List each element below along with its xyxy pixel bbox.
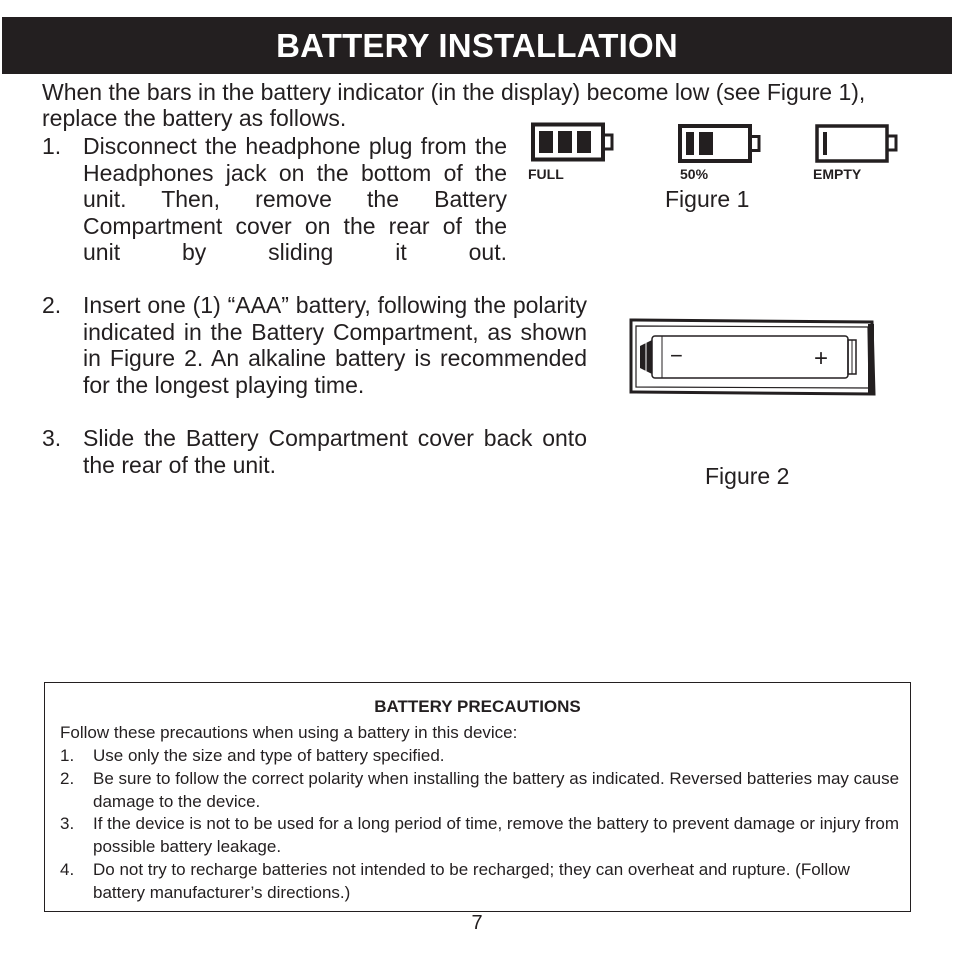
precaution-text: If the device is not to be used for a long period of time, remove the battery to prevent damage or injury from possible battery leakage. [93, 814, 900, 856]
battery-full-icon [533, 125, 612, 160]
plus-sign: + [814, 345, 829, 372]
minus-sign: − [670, 343, 683, 368]
page-number: 7 [471, 912, 483, 934]
precaution-text: Do not try to recharge batteries not intended to be recharged; they can overheat and rupture. (Follow battery manufacturer’s directions.) [93, 860, 850, 902]
battery-empty-icon [817, 126, 896, 161]
half-label: 50% [680, 166, 709, 182]
battery-compartment-icon [631, 320, 874, 394]
step-text: Disconnect the headphone plug from the Headphones jack on the bottom of the unit. Then, remove the Battery Compartment cover on the rear of the unit by sliding it out. [83, 133, 507, 265]
step-text: Slide the Battery Compartment cover back onto the rear of the unit. [83, 425, 587, 478]
step-text: Insert one (1) “AAA” battery, following the polarity indicated in the Battery Compartment, as shown in Figure 2. An alkaline battery is recommended for the longest playing time. [83, 292, 587, 398]
full-label: FULL [528, 166, 564, 182]
page-title: BATTERY INSTALLATION [2, 17, 952, 74]
precaution-number: 2. [60, 769, 75, 788]
precaution-number: 3. [60, 814, 75, 833]
figure-1-caption: Figure 1 [665, 186, 750, 212]
battery-indicators-figure [528, 122, 908, 164]
precautions-title: BATTERY PRECAUTIONS [374, 697, 581, 716]
step-number: 1. [42, 133, 62, 159]
precaution-number: 4. [60, 860, 75, 879]
figure-2-caption: Figure 2 [705, 463, 790, 489]
step-number: 2. [42, 292, 62, 318]
precautions-box [44, 682, 911, 912]
step-number: 3. [42, 425, 62, 451]
precaution-text: Use only the size and type of battery specified. [93, 746, 445, 765]
precaution-text: Be sure to follow the correct polarity when installing the battery as indicated. Reversed batteries may cause damage to the device. [93, 769, 900, 811]
battery-compartment-figure [626, 312, 880, 398]
precautions-intro: Follow these precautions when using a battery in this device: [60, 723, 518, 742]
battery-half-icon [680, 126, 759, 161]
empty-label: EMPTY [813, 166, 862, 182]
intro-text: When the bars in the battery indicator (in the display) become low (see Figure 1), replace the battery as follows. [42, 79, 866, 131]
precaution-number: 1. [60, 746, 75, 765]
